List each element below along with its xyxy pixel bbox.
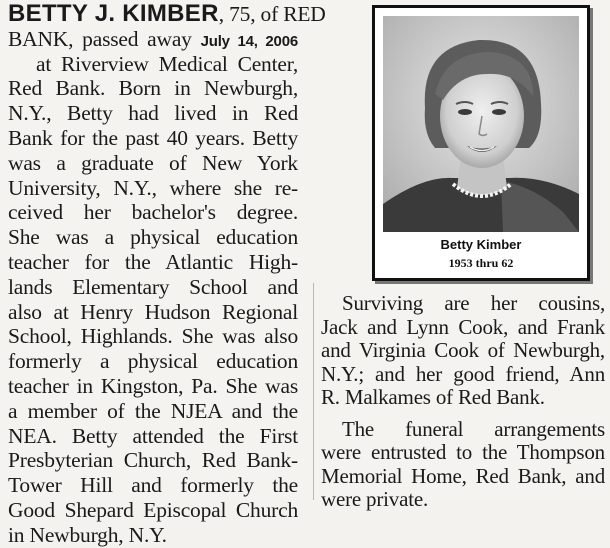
obituary-line: was a graduate of New York [8, 150, 298, 175]
obituary-line: Bank for the past 40 years. Betty [8, 125, 298, 150]
obituary-line: Presbyterian Church, Red Bank- [8, 448, 298, 473]
obituary-line: teacher in Kingston, Pa. She was [8, 373, 298, 398]
obituary-line: at Riverview Medical Center, [36, 51, 298, 76]
obituary-line: The funeral arrangements [342, 416, 605, 441]
deceased-name: BETTY J. KIMBER [8, 0, 219, 27]
obituary-line: Red Bank. Born in Newburgh, [8, 76, 298, 101]
obituary-line: formerly a physical education [8, 349, 298, 374]
obituary-line: N.Y., Betty had lived in Red [8, 101, 298, 126]
obituary-line: She was a physical education [8, 225, 298, 250]
obituary-line: were entrusted to the Thompson [321, 440, 605, 464]
obituary-line: School, Highlands. She was also [8, 324, 298, 349]
column-divider [313, 283, 314, 500]
obituary-line: were private. [321, 487, 429, 511]
photo-caption-years: 1953 thru 62 [448, 256, 514, 270]
obituary-line: R. Malkames of Red Bank. [321, 385, 545, 409]
photo-caption-name: Betty Kimber [440, 237, 522, 252]
obituary-line: N.Y.; and her good friend, Ann [321, 361, 605, 386]
obituary-line: lands Elementary School and [8, 274, 298, 299]
portrait-frame [372, 5, 590, 281]
obituary-line: a member of the NJEA and the [8, 398, 298, 423]
obituary-right-column [321, 292, 605, 512]
obituary-line: and Virginia Cook of Newburgh, [321, 338, 605, 362]
obituary-line: Tower Hill and formerly the [8, 473, 298, 498]
date-stamp: July 14, 2006 [200, 32, 298, 50]
obituary-line: in Newburgh, N.Y. [8, 522, 167, 547]
obituary-line: also at Henry Hudson Regional [8, 299, 298, 324]
obituary-line: Memorial Home, Red Bank, and [321, 463, 605, 488]
obituary-line: NEA. Betty attended the First [8, 423, 298, 448]
portrait-image [383, 16, 579, 232]
obituary-line: Good Shepard Episcopal Church [8, 497, 298, 522]
obituary-headline-line: BETTY J. KIMBER, 75, of RED [8, 0, 326, 27]
obituary-line: teacher for the Atlantic High- [8, 249, 298, 274]
obituary-left-column [8, 0, 326, 548]
obituary-line: BANK, passed away July 14, 2006 [8, 26, 298, 51]
obituary-line: ceived her bachelor's degree. [8, 200, 298, 225]
obituary-line: University, N.Y., where she re- [8, 175, 298, 200]
portrait-photo [383, 16, 579, 232]
obituary-line: Jack and Lynn Cook, and Frank [321, 314, 605, 339]
obituary-line: Surviving are her cousins, [342, 291, 605, 315]
